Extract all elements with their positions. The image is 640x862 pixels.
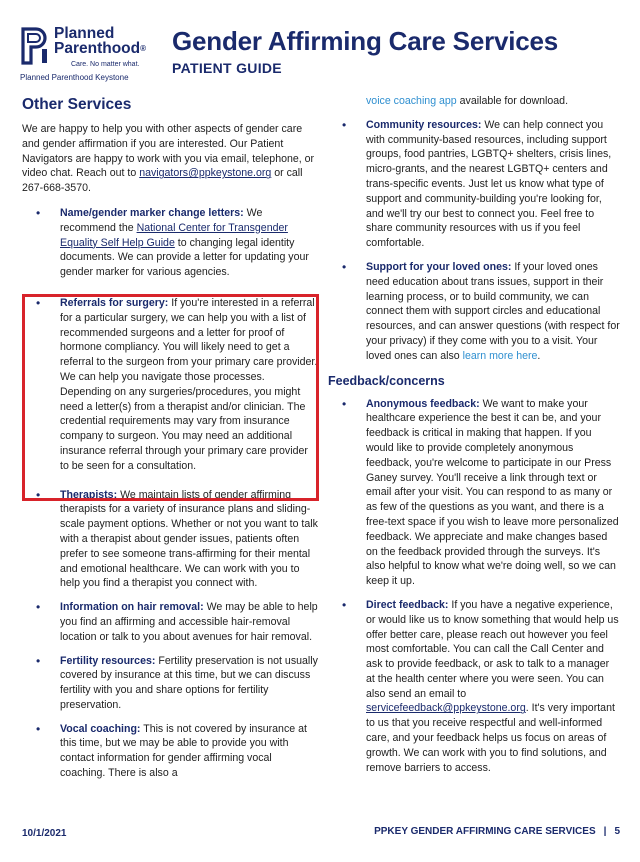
ncte-guide-link[interactable]: National Center for Transgender Equality Self Help Guide: [60, 221, 288, 249]
highlight-box: [22, 294, 319, 501]
list-item-loved-ones: • Support for your loved ones: If your loved ones need education about trans issues, support in their learning process, or to build community, we can connect them with support circles and educational resources, and can answer questions (with respect for your privacy) if they come with you to a visit. Your loved ones can also learn more here.: [328, 260, 620, 364]
planned-parenthood-p-icon: [20, 26, 50, 66]
list-item-name-change: • Name/gender marker change letters: We recommend the National Center for Transgender Equality Self Help Guide to changing legal identity documents. We can provide a letter for updating your gender marker for various agencies.: [22, 206, 318, 280]
list-item-fertility: • Fertility resources: Fertility preservation is not usually covered by insurance at this time, but we can discuss fertility with you and share options for fertility preservation.: [22, 654, 318, 713]
voice-coaching-app-link[interactable]: voice coaching app: [366, 95, 457, 107]
organization-logo: [20, 26, 160, 84]
logo-tagline: Care. No matter what.: [71, 61, 140, 68]
document-subtitle: PATIENT GUIDE: [172, 60, 282, 76]
list-item-vocal-coaching: • Vocal coaching: This is not covered by insurance at this time, but we may be able to provide you with contact information for gender affirming vocal coaching. There is also a: [22, 722, 318, 781]
logo-affiliate: Planned Parenthood Keystone: [20, 73, 129, 82]
list-item-therapists: • Therapists: We maintain lists of gender affirming therapists for a variety of insurance plans and sliding- scale payment options. Whether or not you want to talk with a therapist about gender issues, patients often prefer to see someone trans-affirming for their mental and emotional healthcare. We can work with you to help you find a therapist you connect with.: [22, 488, 318, 592]
footer-title: PPKEY GENDER AFFIRMING CARE SERVICES | 5: [374, 826, 620, 837]
footer-date: 10/1/2021: [22, 828, 67, 839]
feedback-heading: Feedback/concerns: [328, 373, 445, 388]
learn-more-link[interactable]: learn more here: [462, 349, 538, 362]
document-title: Gender Affirming Care Services: [172, 26, 559, 56]
list-item-anonymous-feedback: • Anonymous feedback: We want to make your healthcare experience the best it can be, and your feedback is critical in making that happen. If you would like to provide completely anonymous feedback, you're welcome to participate in our Press Ganey survey. You'll receive a link through text or email after your visit. You can respond to as many or as few of the questions as you want, and there is a free-text space if you wish to leave more personalized feedback. We appreciate and make changes based on the feedback provided through the surveys. It's also helpful to know what we're doing well, so we can keep it up.: [328, 397, 620, 589]
servicefeedback-email-link[interactable]: servicefeedback@ppkeystone.org: [366, 702, 526, 715]
page-number: 5: [614, 826, 620, 837]
logo-wordmark: Planned Parenthood®: [54, 25, 147, 57]
feedback-list: [328, 397, 620, 776]
list-item-hair-removal: • Information on hair removal: We may be able to help you find an affirming and accessible hair-removal location or talk to you about avenues for hair removal.: [22, 600, 318, 644]
other-services-intro: We are happy to help you with other aspects of gender care and gender affirmation if you are interested. Our Patient Navigators are happy to work with you via email, telephone, or video chat. Reach out to navigators@ppkeystone.org or call 267-668-3570.: [22, 123, 315, 195]
right-column: [328, 94, 620, 784]
services-list-continued: [328, 118, 620, 364]
list-item-community: • Community resources: We can help connect you with community-based resources, including support groups, food pantries, LGBTQ+ shelters, crisis lines, micro-grants, and the nearest LGBTQ+ centers and trans-specific events. Just let us know what type of support and community-building you're looking for, and we'll try our best to connect you. Feel free to share community resources with us if you feel comfortable.: [328, 118, 620, 251]
other-services-heading: Other Services: [22, 96, 132, 113]
list-item-surgery-referrals: • Referrals for surgery: If you're interested in a referral for a particular surgery, we can help you with a list of recommended surgeons and a letter for proof of hormone compliancy. You will likely need to get a referral to the surgeon from your primary care provider. We can help you navigate those processes. Depending on any surgeries/procedures, you might need a letter(s) from a therapist and/or clinician. The credential requirements may vary from insurance company to surgeon. You may need an additional insurance referral through your primary care provider to be seen for a consultation.: [22, 296, 318, 474]
list-item-direct-feedback: • Direct feedback: If you have a negative experience, or would like us to know something that would help us offer better care, please reach out however you feel most comfortable. You can call the Call Center and ask to provide feedback, or ask to talk to a manager at the health center where you were seen. You can also send an email to servicefeedback@ppkeystone.org. It's very important to us that you receive respectful and well-informed care, and your feedback helps us focus on areas of growth. We can work with you to find solutions, and remove barriers to access.: [328, 598, 620, 776]
vocal-coaching-continued: voice coaching app available for download.: [366, 95, 569, 107]
navigators-email-link[interactable]: navigators@ppkeystone.org: [139, 167, 272, 180]
